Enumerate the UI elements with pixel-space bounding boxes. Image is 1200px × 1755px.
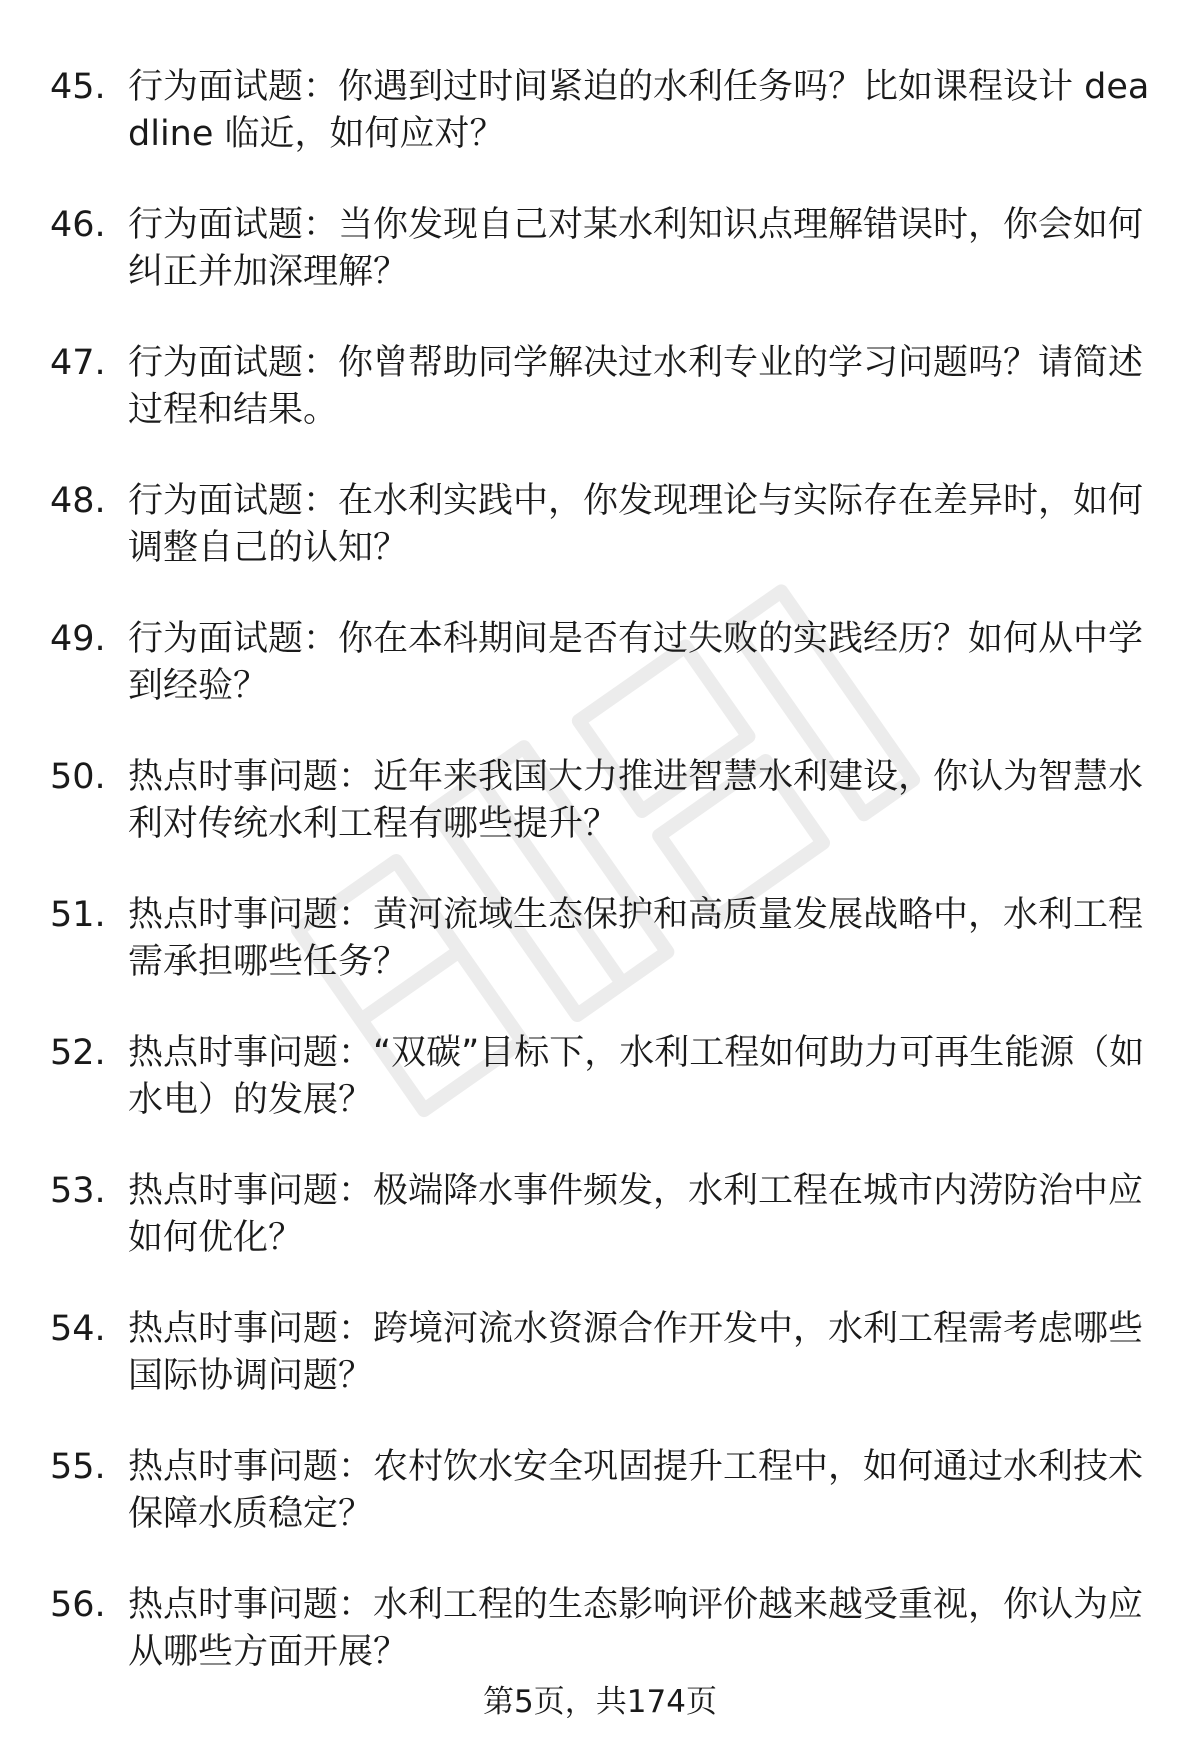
page-number-label: 第5页，共174页 (483, 1684, 717, 1720)
question-text: 热点时事问题：“双碳”目标下，水利工程如何助力可再生能源（如水电）的发展？ (128, 1033, 1145, 1120)
question-number: 49. (50, 619, 106, 659)
list-item (50, 1306, 1160, 1400)
list-item (50, 64, 1160, 158)
question-number: 54. (50, 1309, 106, 1349)
question-text: 热点时事问题：跨境河流水资源合作开发中，水利工程需考虑哪些国际协调问题？ (128, 1309, 1144, 1396)
question-text: 热点时事问题：水利工程的生态影响评价越来越受重视，你认为应从哪些方面开展？ (128, 1585, 1144, 1672)
question-text: 行为面试题：你遇到过时间紧迫的水利任务吗？比如课程设计 deadline 临近，如何应对？ (128, 67, 1150, 154)
question-text: 热点时事问题：极端降水事件频发，水利工程在城市内涝防治中应如何优化？ (128, 1171, 1144, 1258)
list-item (50, 478, 1160, 572)
list-item (50, 340, 1160, 434)
question-text: 行为面试题：在水利实践中，你发现理论与实际存在差异时，如何调整自己的认知？ (128, 481, 1144, 568)
question-text: 行为面试题：你在本科期间是否有过失败的实践经历？如何从中学到经验？ (128, 619, 1144, 706)
question-number: 52. (50, 1033, 106, 1073)
question-number: 47. (50, 343, 106, 383)
question-text: 热点时事问题：农村饮水安全巩固提升工程中，如何通过水利技术保障水质稳定？ (128, 1447, 1144, 1534)
question-text: 热点时事问题：黄河流域生态保护和高质量发展战略中，水利工程需承担哪些任务？ (128, 895, 1144, 982)
list-item (50, 1444, 1160, 1538)
question-text: 行为面试题：当你发现自己对某水利知识点理解错误时，你会如何纠正并加深理解？ (128, 205, 1144, 292)
question-text: 行为面试题：你曾帮助同学解决过水利专业的学习问题吗？请简述过程和结果。 (128, 343, 1144, 430)
list-item (50, 1030, 1160, 1124)
list-item (50, 1168, 1160, 1262)
question-number: 48. (50, 481, 106, 521)
list-item (50, 1582, 1160, 1676)
question-list (50, 64, 1160, 1720)
question-number: 45. (50, 67, 106, 107)
question-number: 55. (50, 1447, 106, 1487)
list-item (50, 892, 1160, 986)
list-item (50, 202, 1160, 296)
question-number: 53. (50, 1171, 106, 1211)
question-text: 热点时事问题：近年来我国大力推进智慧水利建设，你认为智慧水利对传统水利工程有哪些提升？ (128, 757, 1144, 844)
question-number: 51. (50, 895, 106, 935)
list-item (50, 754, 1160, 848)
question-number: 50. (50, 757, 106, 797)
question-number: 46. (50, 205, 106, 245)
page-footer (0, 1682, 1200, 1722)
list-item (50, 616, 1160, 710)
question-number: 56. (50, 1585, 106, 1625)
